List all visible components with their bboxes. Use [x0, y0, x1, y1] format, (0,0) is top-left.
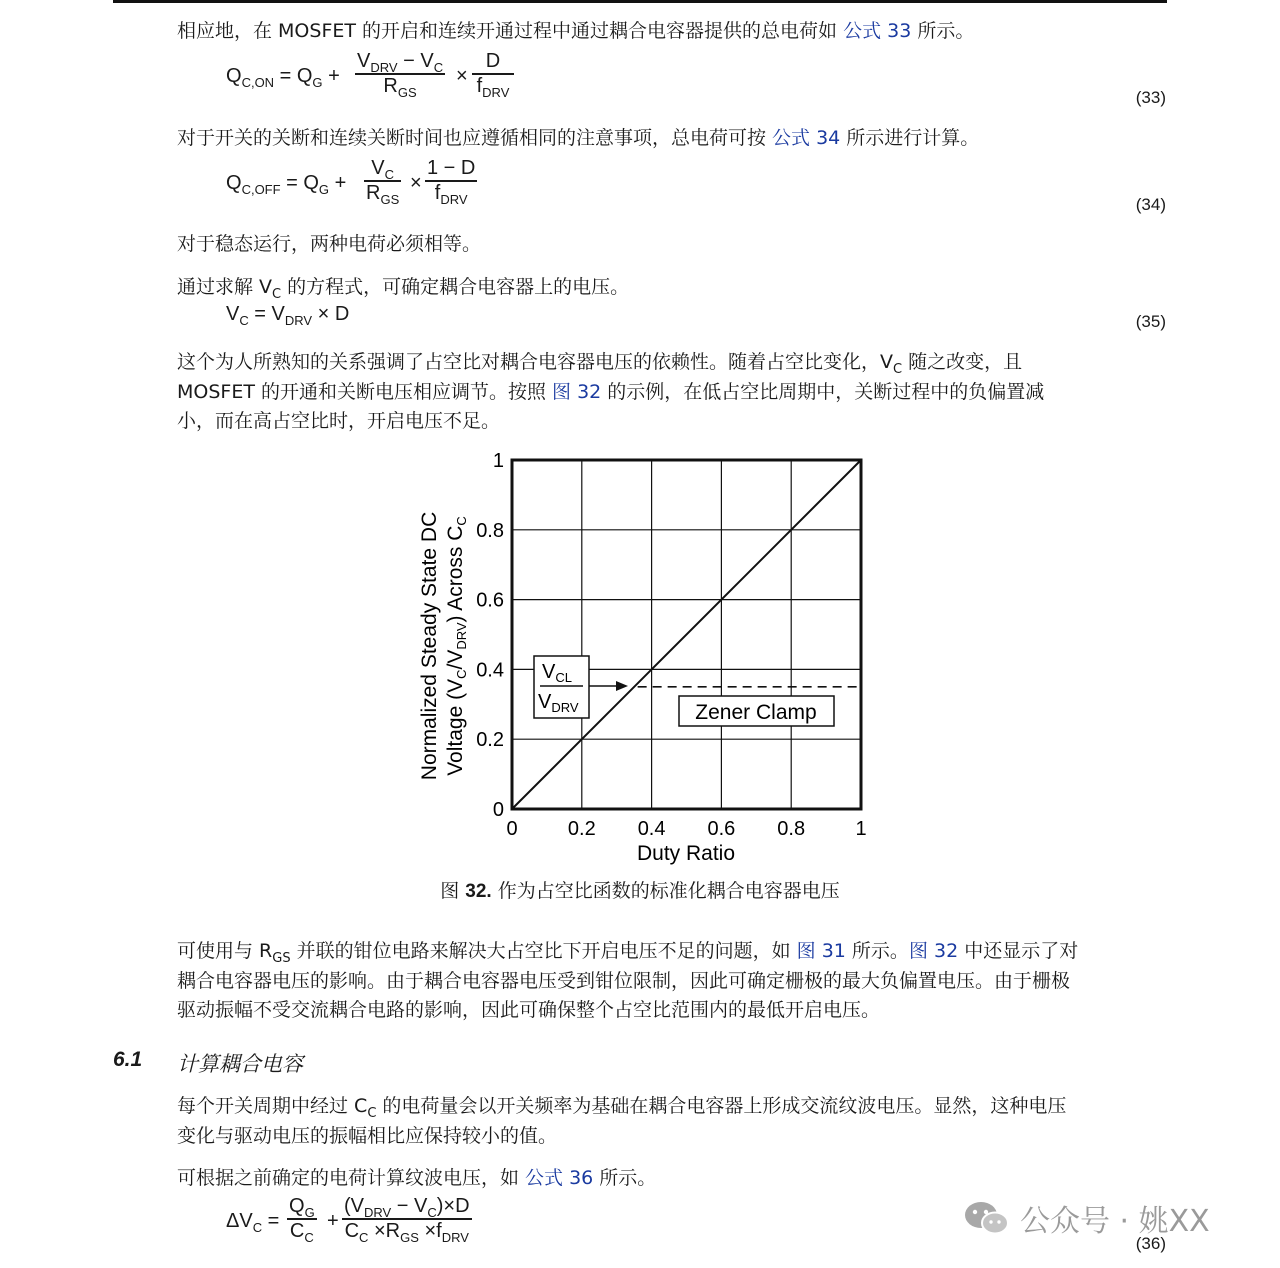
section-title: 计算耦合电容 — [177, 1052, 303, 1076]
paragraph-7-line-1: 每个开关周期中经过 $C_C$ 的电荷量会以开关频率为基础在耦合电容器上形成交流纹波电压。显然，这种电压 — [177, 1095, 1067, 1121]
arrow — [589, 681, 628, 691]
y-tick-label: 1 — [492, 450, 504, 472]
figure-32-link[interactable]: 图 32 — [908, 940, 959, 962]
paragraph-8: 可根据之前确定的电荷计算纹波电压，如 公式 36 所示。 — [177, 1167, 657, 1189]
x-axis-label: Duty Ratio — [636, 842, 736, 865]
svg-text:VCL: $V_{CL}$ — [542, 661, 572, 685]
zener-clamp-box — [679, 696, 834, 726]
equation-36-fraction-2: $(V_{DRV} - V_C)\times D$ $C_C \times R_{GS} \times f_{DRV}$ — [344, 1195, 470, 1245]
times-sign: × — [410, 172, 422, 194]
svg-text:VDRV: $V_{DRV}$ — [538, 691, 579, 715]
equation-36-link[interactable]: 公式 36 — [525, 1167, 594, 1189]
chart-ticks — [476, 450, 866, 840]
y-tick-label: 0 — [492, 799, 504, 821]
paragraph-6-line-2: 耦合电容器电压的影响。由于耦合电容器电压受到钳位限制，因此可确定栅极的最大负偏置电压。由于栅极 — [177, 970, 1071, 992]
paragraph-5-line-2: MOSFET 的开通和关断电压相应调节。按照 图 32 的示例，在低占空比周期中，关断过程中的负偏置减 — [177, 381, 1045, 403]
paragraph-6-line-1: 可使用与 $R_{GS}$ 并联的钳位电路来解决大占空比下开启电压不足的问题，如 图 31 所示。图 32 中还显示了对 — [177, 940, 1079, 966]
y-tick-label: 0.6 — [476, 589, 504, 612]
paragraph-6-line-3: 驱动振幅不受交流耦合电路的影响，因此可确保整个占空比范围内的最低开启电压。 — [177, 999, 881, 1021]
x-tick-label: 0.2 — [567, 818, 596, 840]
paragraph-5-line-1: 这个为人所熟知的关系强调了占空比对耦合电容器电压的依赖性。随着占空比变化，$V_C$ 随之改变，且 — [177, 351, 1023, 377]
paragraph-7-line-2: 变化与驱动电压的振幅相比应保持较小的值。 — [177, 1125, 558, 1147]
equation-34-lhs: $Q_{C,OFF} = Q_G$ + — [226, 172, 347, 197]
watermark — [962, 1196, 1210, 1240]
equation-34-number: (34) — [1135, 195, 1166, 214]
x-tick-label: 1 — [855, 818, 867, 840]
figure-caption: 图 32. 作为占空比函数的标准化耦合电容器电压 — [440, 880, 840, 902]
x-tick-label: 0 — [506, 818, 518, 840]
paragraph-4: 通过求解 $V_C$ 的方程式，可确定耦合电容器上的电压。 — [177, 276, 630, 302]
figure-32-link[interactable]: 图 32 — [552, 381, 602, 403]
equation-33-lhs: $Q_{C,ON} = Q_G$ + — [226, 65, 340, 90]
paragraph-5-line-3: 小，而在高占空比时，开启电压不足。 — [177, 410, 501, 432]
ratio-label-box — [534, 656, 589, 718]
equation-36-fraction-1: $Q_G$ $C_C$ — [289, 1195, 315, 1245]
equation-33-fraction-1: $V_{DRV} - V_C$ $R_{GS}$ — [357, 50, 444, 100]
equation-34-fraction-2: 1 − D $f_{DRV}$ — [427, 157, 476, 207]
text: 所示。 — [911, 20, 975, 42]
equation-36-number: (36) — [1135, 1234, 1166, 1253]
equation-36-lhs: $\Delta V_C$ = — [226, 1210, 280, 1235]
equation-34-link[interactable]: 公式 34 — [772, 127, 841, 149]
zener-clamp-label: Zener Clamp — [695, 701, 817, 724]
series-line — [512, 460, 861, 809]
y-tick-label: 0.8 — [476, 519, 504, 542]
equation-33-number: (33) — [1135, 88, 1166, 107]
equation-34-fraction-1: $V_C$ $R_{GS}$ — [366, 157, 400, 207]
equation-35-number: (35) — [1135, 312, 1166, 331]
y-tick-label: 0.2 — [476, 729, 504, 752]
equation-35: $V_C = V_{DRV} \times D$ — [226, 303, 350, 328]
wechat-icon — [962, 1198, 1012, 1238]
x-tick-label: 0.4 — [637, 818, 666, 840]
plus-sign: + — [327, 1210, 339, 1232]
paragraph-3: 对于稳态运行，两种电荷必须相等。 — [177, 233, 482, 255]
x-tick-label: 0.6 — [707, 818, 736, 840]
watermark-text: 公众号 · 姚XX — [1020, 1204, 1210, 1239]
x-tick-label: 0.8 — [777, 818, 806, 840]
y-axis-label-line-2: Voltage (VC/VDRV) Across CC — [444, 516, 469, 776]
equation-33-fraction-2: D $f_{DRV}$ — [472, 50, 514, 98]
equation-33-link[interactable]: 公式 33 — [843, 20, 912, 42]
text: 相应地，在 MOSFET 的开启和连续开通过程中通过耦合电容器提供的总电荷如 — [177, 20, 844, 42]
y-tick-label: 0.4 — [476, 659, 504, 682]
figure-31-link[interactable]: 图 31 — [796, 940, 846, 962]
section-number: 6.1 — [113, 1048, 143, 1071]
y-axis-label-line-1: Normalized Steady State DC — [418, 511, 441, 781]
times-sign: × — [456, 65, 468, 87]
paragraph-2: 对于开关的关断和连续关断时间也应遵循相同的注意事项，总电荷可按 公式 34 所示进行计算。 — [177, 127, 980, 149]
